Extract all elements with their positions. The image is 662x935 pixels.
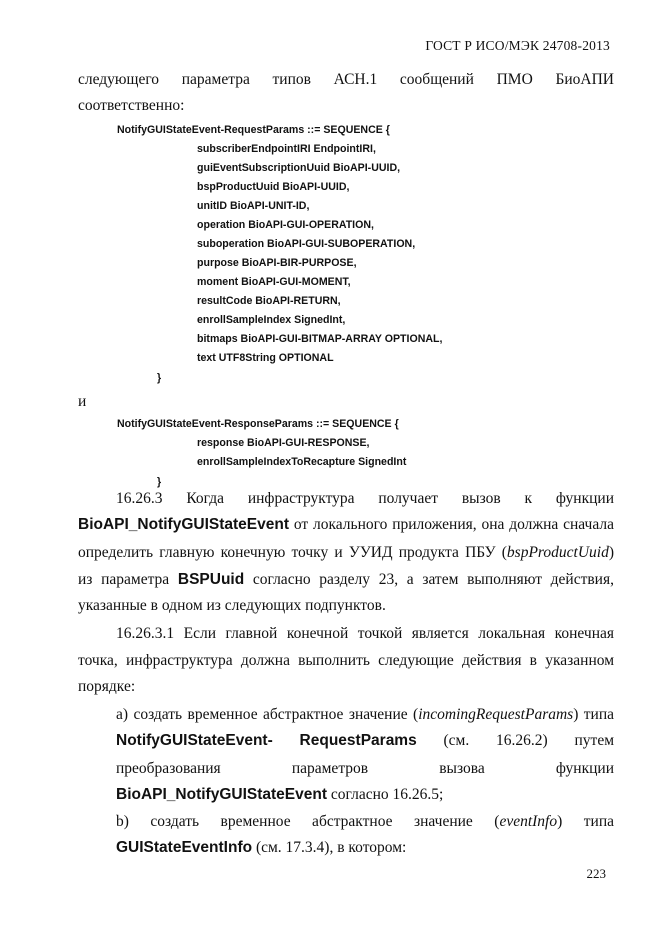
intro-line-2: соответственно: (78, 97, 185, 114)
response-field: response BioAPI-GUI-RESPONSE, (197, 437, 370, 449)
request-field: resultCode BioAPI-RETURN, (197, 295, 341, 307)
para-16-26-3-line-3: определить главную конечную точку и УУИД продукта ПБУ (bspProductUuid) (78, 544, 614, 561)
para-16-26-3-line-5: указанные в одном из следующих подпунктов. (78, 597, 386, 614)
item-a-line-2: NotifyGUIStateEvent- RequestParams (см. 16.26.2) путем (116, 732, 615, 749)
para-16-26-3-1-line-3: порядке: (78, 678, 136, 695)
para-16-26-3-line-4: из параметра BSPUuid согласно разделу 23, а затем выполняют действия, (78, 571, 614, 588)
request-params-close: } (157, 372, 162, 384)
para-16-26-3-1-line-1: 16.26.3.1 Если главной конечной точкой является локальная конечная (116, 625, 614, 642)
request-params-header: NotifyGUIStateEvent-RequestParams ::= SEQUENCE { (117, 124, 390, 136)
standard-header: ГОСТ Р ИСО/МЭК 24708-2013 (425, 38, 610, 53)
request-field: operation BioAPI-GUI-OPERATION, (197, 219, 374, 231)
type-name: NotifyGUIStateEvent- (116, 732, 273, 749)
para-16-26-3-1-line-2: точка, инфраструктура должна выполнить следующие действия в указанном (78, 652, 614, 669)
request-field: bspProductUuid BioAPI-UUID, (197, 181, 350, 193)
para-16-26-3-line-1: 16.26.3 Когда инфраструктура получает вызов к функции (116, 490, 614, 507)
request-field: suboperation BioAPI-GUI-SUBOPERATION, (197, 238, 416, 250)
request-field: subscriberEndpointIRI EndpointIRI, (197, 143, 376, 155)
conjunction: и (78, 393, 87, 410)
intro-line-1: следующего параметра типов АСН.1 сообщений ПМО БиоАПИ (78, 71, 614, 88)
request-field: text UTF8String OPTIONAL (197, 352, 334, 364)
item-a-line-1: а) создать временное абстрактное значение (incomingRequestParams) типа (116, 706, 615, 723)
response-field: enrollSampleIndexToRecapture SignedInt (197, 456, 407, 468)
type-name: GUIStateEventInfo (116, 839, 253, 856)
type-name: RequestParams (299, 732, 417, 749)
item-a-line-3: преобразования параметров вызова функции (116, 760, 614, 777)
response-params-close: } (157, 476, 162, 488)
param-name: BSPUuid (177, 571, 245, 588)
request-field: moment BioAPI-GUI-MOMENT, (197, 276, 351, 288)
request-field: guiEventSubscriptionUuid BioAPI-UUID, (197, 162, 401, 174)
function-name: BioAPI_NotifyGUIStateEvent (78, 516, 290, 533)
item-a-line-4: BioAPI_NotifyGUIStateEvent согласно 16.26.5; (116, 786, 444, 803)
request-field: enrollSampleIndex SignedInt, (197, 314, 346, 326)
request-field: bitmaps BioAPI-GUI-BITMAP-ARRAY OPTIONAL, (197, 333, 443, 345)
function-name: BioAPI_NotifyGUIStateEvent (116, 786, 328, 803)
item-b-line-2: GUIStateEventInfo (см. 17.3.4), в котором: (116, 839, 407, 856)
request-field: purpose BioAPI-BIR-PURPOSE, (197, 257, 357, 269)
request-field: unitID BioAPI-UNIT-ID, (197, 200, 310, 212)
response-params-header: NotifyGUIStateEvent-ResponseParams ::= SEQUENCE { (117, 418, 399, 430)
item-b-line-1: b) создать временное абстрактное значение (eventInfo) типа (116, 813, 615, 830)
page-number: 223 (586, 866, 606, 881)
para-16-26-3-line-2: BioAPI_NotifyGUIStateEvent от локального приложения, она должна сначала (78, 516, 614, 533)
